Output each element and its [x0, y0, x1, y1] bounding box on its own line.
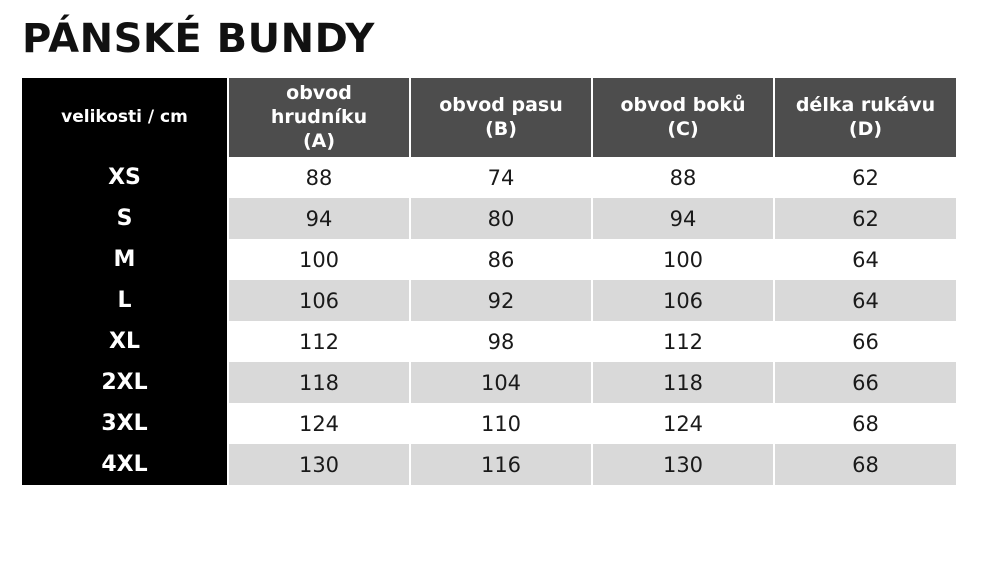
column-header-sizes: velikosti / cm	[22, 78, 228, 157]
table-header-row	[22, 78, 956, 157]
column-header-sleeve-label: délka rukávu	[795, 93, 936, 116]
cell-chest: 124	[228, 403, 410, 444]
table-row	[22, 444, 956, 485]
row-size-label: XS	[22, 157, 228, 198]
cell-sleeve: 64	[774, 280, 956, 321]
cell-waist: 116	[410, 444, 592, 485]
table-row	[22, 403, 956, 444]
cell-sleeve: 68	[774, 444, 956, 485]
row-size-label: M	[22, 239, 228, 280]
cell-chest: 106	[228, 280, 410, 321]
cell-sleeve: 68	[774, 403, 956, 444]
cell-sleeve: 62	[774, 157, 956, 198]
cell-waist: 92	[410, 280, 592, 321]
column-header-waist-code: (B)	[485, 117, 517, 140]
page-title: PÁNSKÉ BUNDY	[22, 16, 375, 62]
column-header-waist-label: obvod pasu	[439, 93, 563, 116]
cell-hips: 130	[592, 444, 774, 485]
cell-chest: 100	[228, 239, 410, 280]
cell-chest: 118	[228, 362, 410, 403]
column-header-chest	[228, 78, 410, 157]
column-header-chest-label: obvod hrudníku	[270, 82, 368, 128]
column-header-hips-label: obvod boků	[620, 93, 746, 116]
row-size-label: L	[22, 280, 228, 321]
table-row	[22, 239, 956, 280]
cell-waist: 98	[410, 321, 592, 362]
cell-sleeve: 66	[774, 362, 956, 403]
row-size-label: 3XL	[22, 403, 228, 444]
cell-hips: 94	[592, 198, 774, 239]
column-header-hips-code: (C)	[667, 117, 699, 140]
table-row	[22, 280, 956, 321]
table-row	[22, 157, 956, 198]
table-header	[22, 78, 956, 157]
cell-waist: 74	[410, 157, 592, 198]
table-row	[22, 321, 956, 362]
cell-chest: 130	[228, 444, 410, 485]
row-size-label: XL	[22, 321, 228, 362]
column-header-waist	[410, 78, 592, 157]
cell-hips: 118	[592, 362, 774, 403]
column-header-sleeve-code: (D)	[848, 117, 883, 140]
row-size-label: S	[22, 198, 228, 239]
cell-waist: 110	[410, 403, 592, 444]
row-size-label: 2XL	[22, 362, 228, 403]
cell-chest: 88	[228, 157, 410, 198]
cell-hips: 124	[592, 403, 774, 444]
cell-sleeve: 66	[774, 321, 956, 362]
table-body	[22, 157, 956, 485]
row-size-label: 4XL	[22, 444, 228, 485]
cell-hips: 88	[592, 157, 774, 198]
cell-chest: 112	[228, 321, 410, 362]
cell-waist: 104	[410, 362, 592, 403]
table-row	[22, 198, 956, 239]
column-header-hips	[592, 78, 774, 157]
cell-hips: 100	[592, 239, 774, 280]
cell-chest: 94	[228, 198, 410, 239]
cell-sleeve: 64	[774, 239, 956, 280]
column-header-sleeve	[774, 78, 956, 157]
size-table-container	[22, 78, 956, 485]
size-table	[22, 78, 956, 485]
cell-waist: 86	[410, 239, 592, 280]
table-row	[22, 362, 956, 403]
cell-waist: 80	[410, 198, 592, 239]
cell-hips: 106	[592, 280, 774, 321]
column-header-chest-code: (A)	[302, 129, 336, 152]
cell-sleeve: 62	[774, 198, 956, 239]
cell-hips: 112	[592, 321, 774, 362]
